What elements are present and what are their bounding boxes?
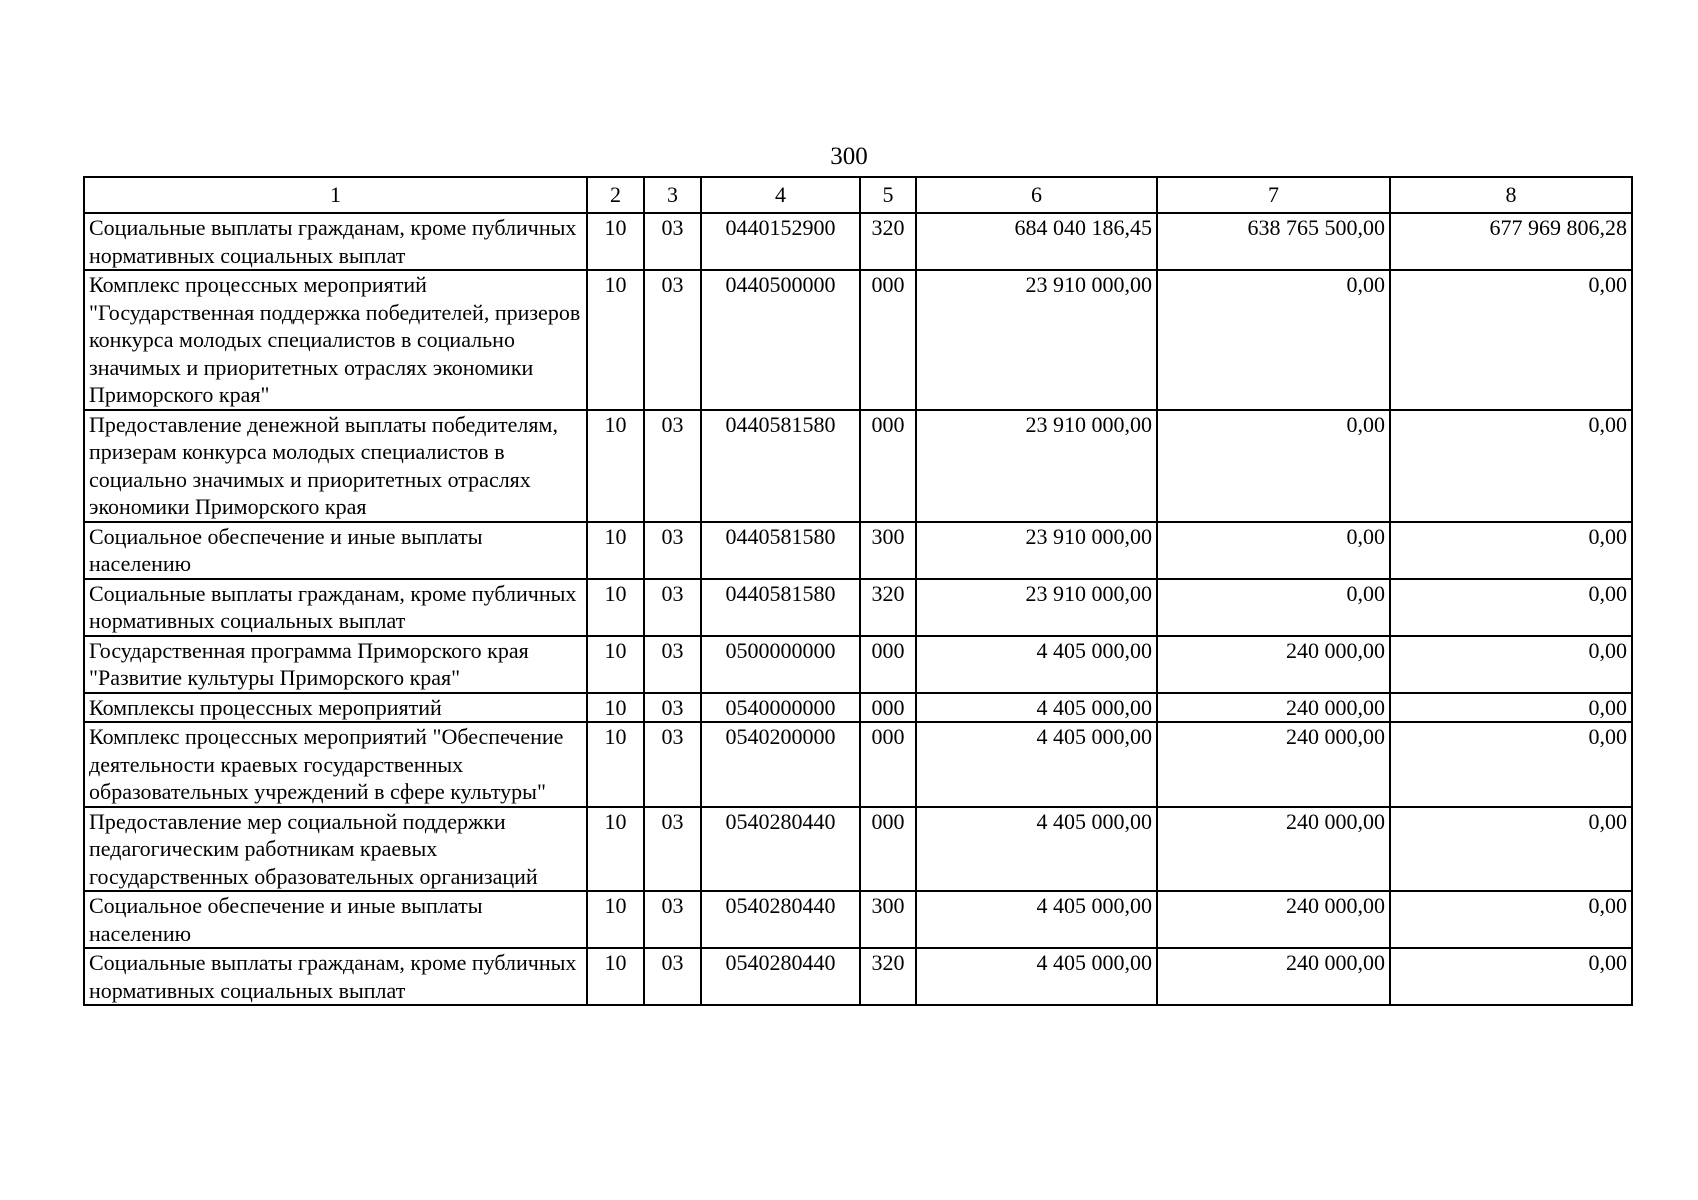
amount-col7: 0,00 bbox=[1157, 410, 1390, 522]
amount-col8: 0,00 bbox=[1390, 807, 1632, 892]
amount-col7: 240 000,00 bbox=[1157, 722, 1390, 807]
amount-col8: 0,00 bbox=[1390, 410, 1632, 522]
subsection-code: 03 bbox=[644, 410, 701, 522]
target-article-code: 0440581580 bbox=[701, 579, 860, 636]
amount-col8: 0,00 bbox=[1390, 522, 1632, 579]
amount-col7: 240 000,00 bbox=[1157, 807, 1390, 892]
section-code: 10 bbox=[587, 270, 644, 410]
header-row bbox=[84, 177, 1632, 213]
section-code: 10 bbox=[587, 579, 644, 636]
item-name: Социальные выплаты гражданам, кроме публичных нормативных социальных выплат bbox=[84, 579, 587, 636]
target-article-code: 0440500000 bbox=[701, 270, 860, 410]
subsection-code: 03 bbox=[644, 579, 701, 636]
subsection-code: 03 bbox=[644, 807, 701, 892]
item-name: Предоставление мер социальной поддержки педагогическим работникам краевых государственных образовательных организаций bbox=[84, 807, 587, 892]
expense-type-code: 320 bbox=[860, 579, 916, 636]
amount-col6: 4 405 000,00 bbox=[916, 693, 1157, 723]
section-code: 10 bbox=[587, 213, 644, 270]
section-code: 10 bbox=[587, 807, 644, 892]
section-code: 10 bbox=[587, 891, 644, 948]
amount-col7: 0,00 bbox=[1157, 579, 1390, 636]
section-code: 10 bbox=[587, 693, 644, 723]
target-article-code: 0540280440 bbox=[701, 891, 860, 948]
subsection-code: 03 bbox=[644, 522, 701, 579]
amount-col7: 240 000,00 bbox=[1157, 693, 1390, 723]
amount-col6: 4 405 000,00 bbox=[916, 636, 1157, 693]
item-name: Комплекс процессных мероприятий "Обеспечение деятельности краевых государственных образовательных учреждений в сфере культуры" bbox=[84, 722, 587, 807]
column-header: 7 bbox=[1157, 177, 1390, 213]
column-header: 4 bbox=[701, 177, 860, 213]
expense-type-code: 000 bbox=[860, 636, 916, 693]
column-header: 8 bbox=[1390, 177, 1632, 213]
amount-col8: 0,00 bbox=[1390, 636, 1632, 693]
amount-col8: 0,00 bbox=[1390, 948, 1632, 1005]
column-header: 6 bbox=[916, 177, 1157, 213]
expense-type-code: 000 bbox=[860, 722, 916, 807]
target-article-code: 0540000000 bbox=[701, 693, 860, 723]
item-name: Социальные выплаты гражданам, кроме публичных нормативных социальных выплат bbox=[84, 948, 587, 1005]
section-code: 10 bbox=[587, 722, 644, 807]
table-row bbox=[84, 522, 1632, 579]
table-row bbox=[84, 410, 1632, 522]
item-name: Предоставление денежной выплаты победителям, призерам конкурса молодых специалистов в социально значимых и приоритетных отраслях экономики Приморского края bbox=[84, 410, 587, 522]
subsection-code: 03 bbox=[644, 693, 701, 723]
table-row bbox=[84, 891, 1632, 948]
table-body bbox=[84, 213, 1632, 1005]
page-number: 300 bbox=[830, 143, 868, 170]
subsection-code: 03 bbox=[644, 270, 701, 410]
amount-col8: 0,00 bbox=[1390, 270, 1632, 410]
column-header: 1 bbox=[84, 177, 587, 213]
amount-col6: 4 405 000,00 bbox=[916, 948, 1157, 1005]
expense-type-code: 000 bbox=[860, 693, 916, 723]
amount-col6: 23 910 000,00 bbox=[916, 270, 1157, 410]
column-header: 2 bbox=[587, 177, 644, 213]
column-header: 5 bbox=[860, 177, 916, 213]
target-article-code: 0440581580 bbox=[701, 522, 860, 579]
subsection-code: 03 bbox=[644, 722, 701, 807]
amount-col6: 4 405 000,00 bbox=[916, 807, 1157, 892]
amount-col7: 240 000,00 bbox=[1157, 891, 1390, 948]
target-article-code: 0440152900 bbox=[701, 213, 860, 270]
amount-col6: 684 040 186,45 bbox=[916, 213, 1157, 270]
target-article-code: 0540200000 bbox=[701, 722, 860, 807]
table-row bbox=[84, 636, 1632, 693]
budget-table bbox=[83, 176, 1633, 1006]
amount-col6: 4 405 000,00 bbox=[916, 891, 1157, 948]
table-row bbox=[84, 948, 1632, 1005]
expense-type-code: 320 bbox=[860, 213, 916, 270]
expense-type-code: 300 bbox=[860, 522, 916, 579]
section-code: 10 bbox=[587, 636, 644, 693]
item-name: Социальные выплаты гражданам, кроме публичных нормативных социальных выплат bbox=[84, 213, 587, 270]
item-name: Комплекс процессных мероприятий "Государственная поддержка победителей, призеров конкурса молодых специалистов в социально значимых и приоритетных отраслях экономики Приморского края" bbox=[84, 270, 587, 410]
amount-col7: 638 765 500,00 bbox=[1157, 213, 1390, 270]
target-article-code: 0500000000 bbox=[701, 636, 860, 693]
subsection-code: 03 bbox=[644, 636, 701, 693]
subsection-code: 03 bbox=[644, 948, 701, 1005]
column-header: 3 bbox=[644, 177, 701, 213]
subsection-code: 03 bbox=[644, 213, 701, 270]
item-name: Государственная программа Приморского края "Развитие культуры Приморского края" bbox=[84, 636, 587, 693]
item-name: Социальное обеспечение и иные выплаты населению bbox=[84, 891, 587, 948]
section-code: 10 bbox=[587, 948, 644, 1005]
subsection-code: 03 bbox=[644, 891, 701, 948]
amount-col7: 0,00 bbox=[1157, 522, 1390, 579]
item-name: Комплексы процессных мероприятий bbox=[84, 693, 587, 723]
amount-col7: 0,00 bbox=[1157, 270, 1390, 410]
amount-col7: 240 000,00 bbox=[1157, 636, 1390, 693]
amount-col8: 677 969 806,28 bbox=[1390, 213, 1632, 270]
table-row bbox=[84, 213, 1632, 270]
table-row bbox=[84, 693, 1632, 723]
table-row bbox=[84, 579, 1632, 636]
amount-col6: 23 910 000,00 bbox=[916, 410, 1157, 522]
amount-col8: 0,00 bbox=[1390, 722, 1632, 807]
amount-col6: 23 910 000,00 bbox=[916, 579, 1157, 636]
expense-type-code: 000 bbox=[860, 410, 916, 522]
target-article-code: 0540280440 bbox=[701, 807, 860, 892]
section-code: 10 bbox=[587, 522, 644, 579]
amount-col8: 0,00 bbox=[1390, 891, 1632, 948]
amount-col6: 4 405 000,00 bbox=[916, 722, 1157, 807]
table-header bbox=[84, 177, 1632, 213]
target-article-code: 0440581580 bbox=[701, 410, 860, 522]
amount-col6: 23 910 000,00 bbox=[916, 522, 1157, 579]
table-row bbox=[84, 722, 1632, 807]
section-code: 10 bbox=[587, 410, 644, 522]
amount-col7: 240 000,00 bbox=[1157, 948, 1390, 1005]
amount-col8: 0,00 bbox=[1390, 693, 1632, 723]
target-article-code: 0540280440 bbox=[701, 948, 860, 1005]
expense-type-code: 320 bbox=[860, 948, 916, 1005]
table-row bbox=[84, 807, 1632, 892]
table-row bbox=[84, 270, 1632, 410]
amount-col8: 0,00 bbox=[1390, 579, 1632, 636]
expense-type-code: 300 bbox=[860, 891, 916, 948]
expense-type-code: 000 bbox=[860, 270, 916, 410]
expense-type-code: 000 bbox=[860, 807, 916, 892]
item-name: Социальное обеспечение и иные выплаты населению bbox=[84, 522, 587, 579]
